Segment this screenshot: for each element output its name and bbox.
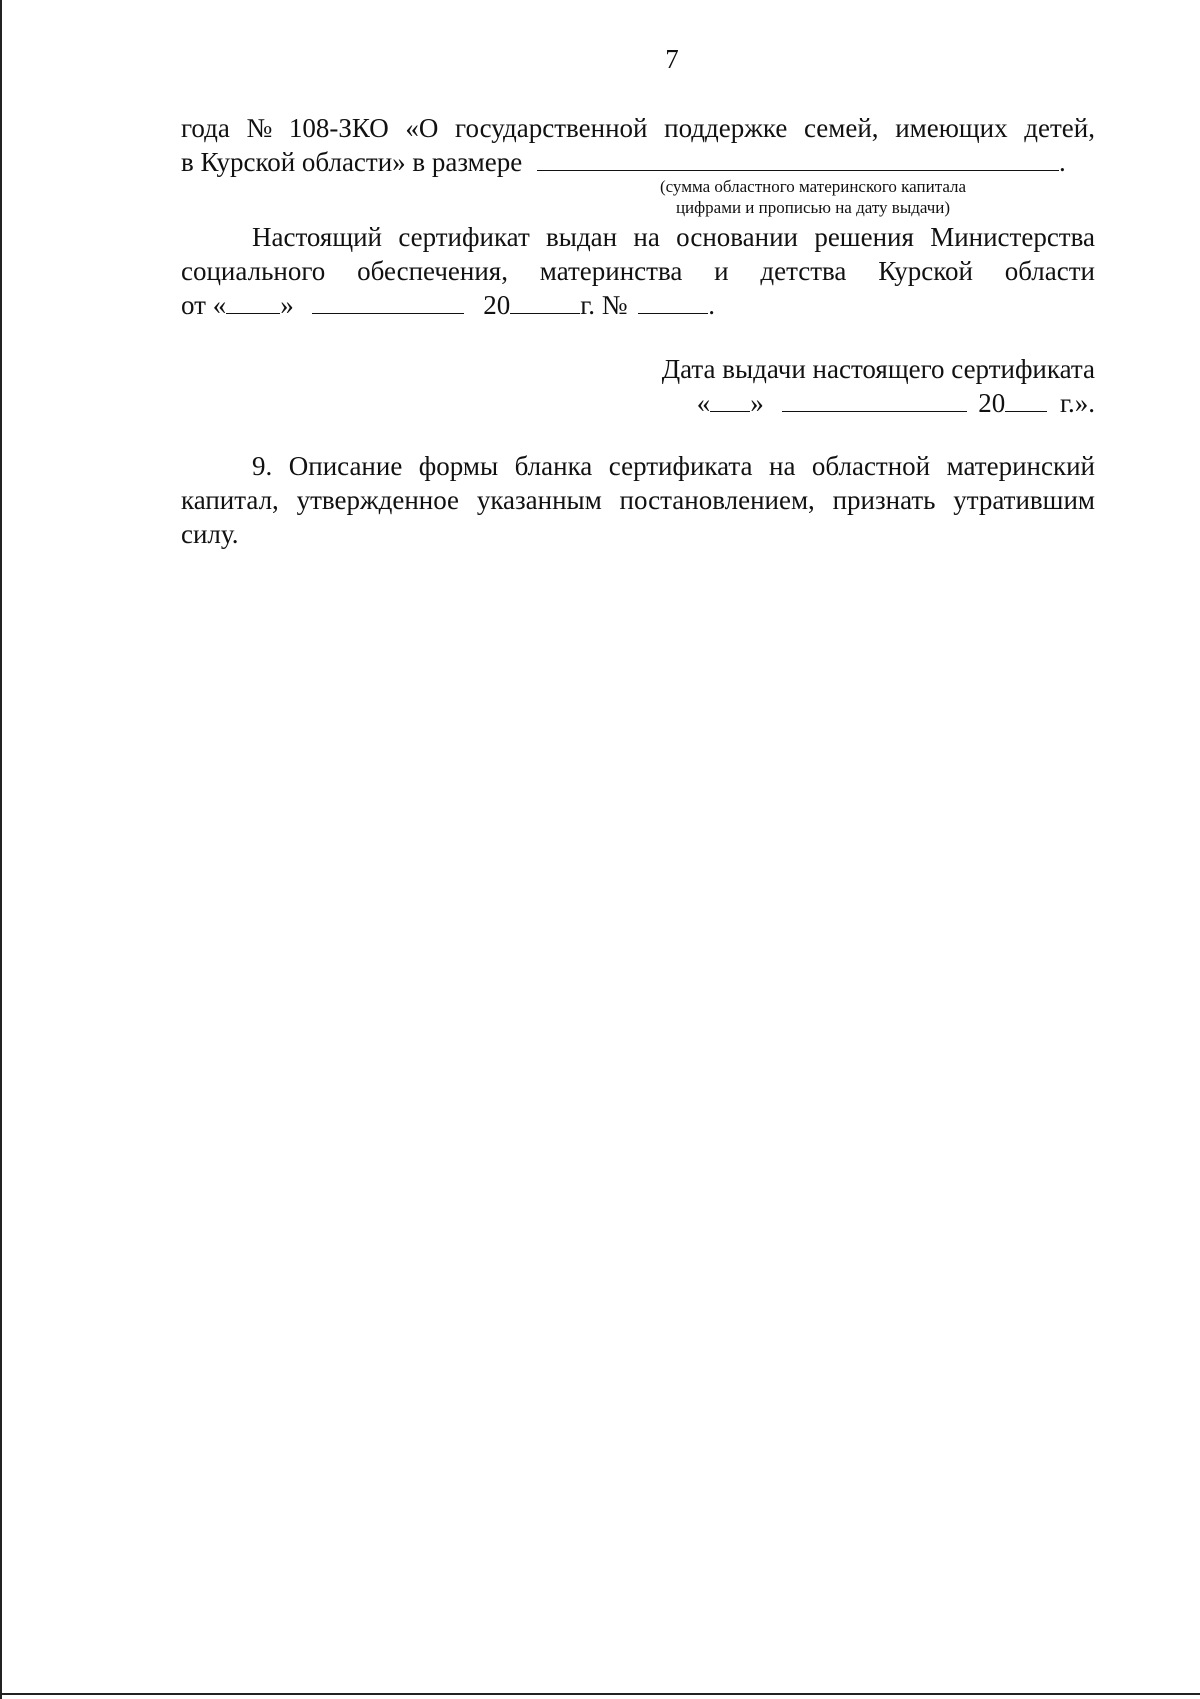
issue-date-label: Дата выдачи настоящего сертификата	[661, 354, 1095, 384]
year-prefix: 20	[483, 290, 511, 320]
word: и	[714, 256, 729, 286]
word: указанным	[476, 485, 602, 515]
close-quote: »	[750, 388, 764, 418]
paragraph-2-line-2	[181, 255, 1095, 288]
word: утвержденное	[296, 485, 460, 515]
word: постановлением,	[619, 485, 815, 515]
open-quote: «	[696, 388, 711, 418]
number-blank	[638, 289, 708, 314]
line-end: .	[708, 290, 715, 320]
paragraph-1-line-1	[181, 112, 1095, 145]
scan-border-bottom	[0, 1693, 1200, 1695]
word: имеющих	[895, 113, 1008, 143]
issue-year-blank	[1005, 387, 1047, 412]
issue-suffix: г.».	[1059, 388, 1095, 418]
word: обеспечения,	[357, 256, 508, 286]
issue-month-blank	[782, 387, 967, 412]
number-label: г. №	[580, 290, 628, 320]
word: материнства	[539, 256, 683, 286]
word: области	[1004, 256, 1095, 286]
page-number: 7	[665, 44, 679, 74]
amount-caption	[603, 176, 1023, 218]
close-quote: »	[280, 290, 294, 320]
word: 108-ЗКО	[288, 113, 389, 143]
word: поддержке	[664, 113, 788, 143]
month-blank	[312, 289, 464, 314]
word: утратившим	[953, 485, 1095, 515]
word: «О	[405, 113, 439, 143]
word: №	[246, 113, 273, 143]
paragraph-9-line-2	[181, 484, 1095, 517]
issue-date-line	[697, 387, 1095, 420]
word: семей,	[803, 113, 879, 143]
word: государственной	[455, 113, 648, 143]
caption-line-2: цифрами и прописью на дату выдачи)	[675, 198, 951, 217]
year-blank	[510, 289, 580, 314]
issue-day-blank	[710, 387, 750, 412]
amount-blank	[537, 146, 1059, 171]
word: детства	[760, 256, 847, 286]
paragraph-1-line-2	[181, 146, 1095, 179]
word: капитал,	[181, 485, 279, 515]
line-text: в Курской области» в размере	[181, 147, 523, 177]
word: признать	[832, 485, 936, 515]
word: социального	[181, 256, 326, 286]
paragraph-9-line-3: силу.	[181, 519, 239, 549]
word: детей,	[1024, 113, 1095, 143]
word: года	[181, 113, 230, 143]
caption-line-1: (сумма областного материнского капитала	[659, 177, 967, 196]
paragraph-2-line-1: Настоящий сертификат выдан на основании решения Министерства	[252, 222, 1095, 252]
word: Курской	[878, 256, 973, 286]
issue-year-prefix: 20	[978, 388, 1006, 418]
from-prefix: от «	[181, 290, 227, 320]
paragraph-2-line-3	[181, 289, 1095, 322]
line-end: .	[1058, 147, 1066, 177]
scan-border-left	[0, 0, 2, 1699]
paragraph-9-line-1: 9. Описание формы бланка сертификата на областной материнский	[252, 451, 1095, 481]
day-blank	[226, 289, 280, 314]
